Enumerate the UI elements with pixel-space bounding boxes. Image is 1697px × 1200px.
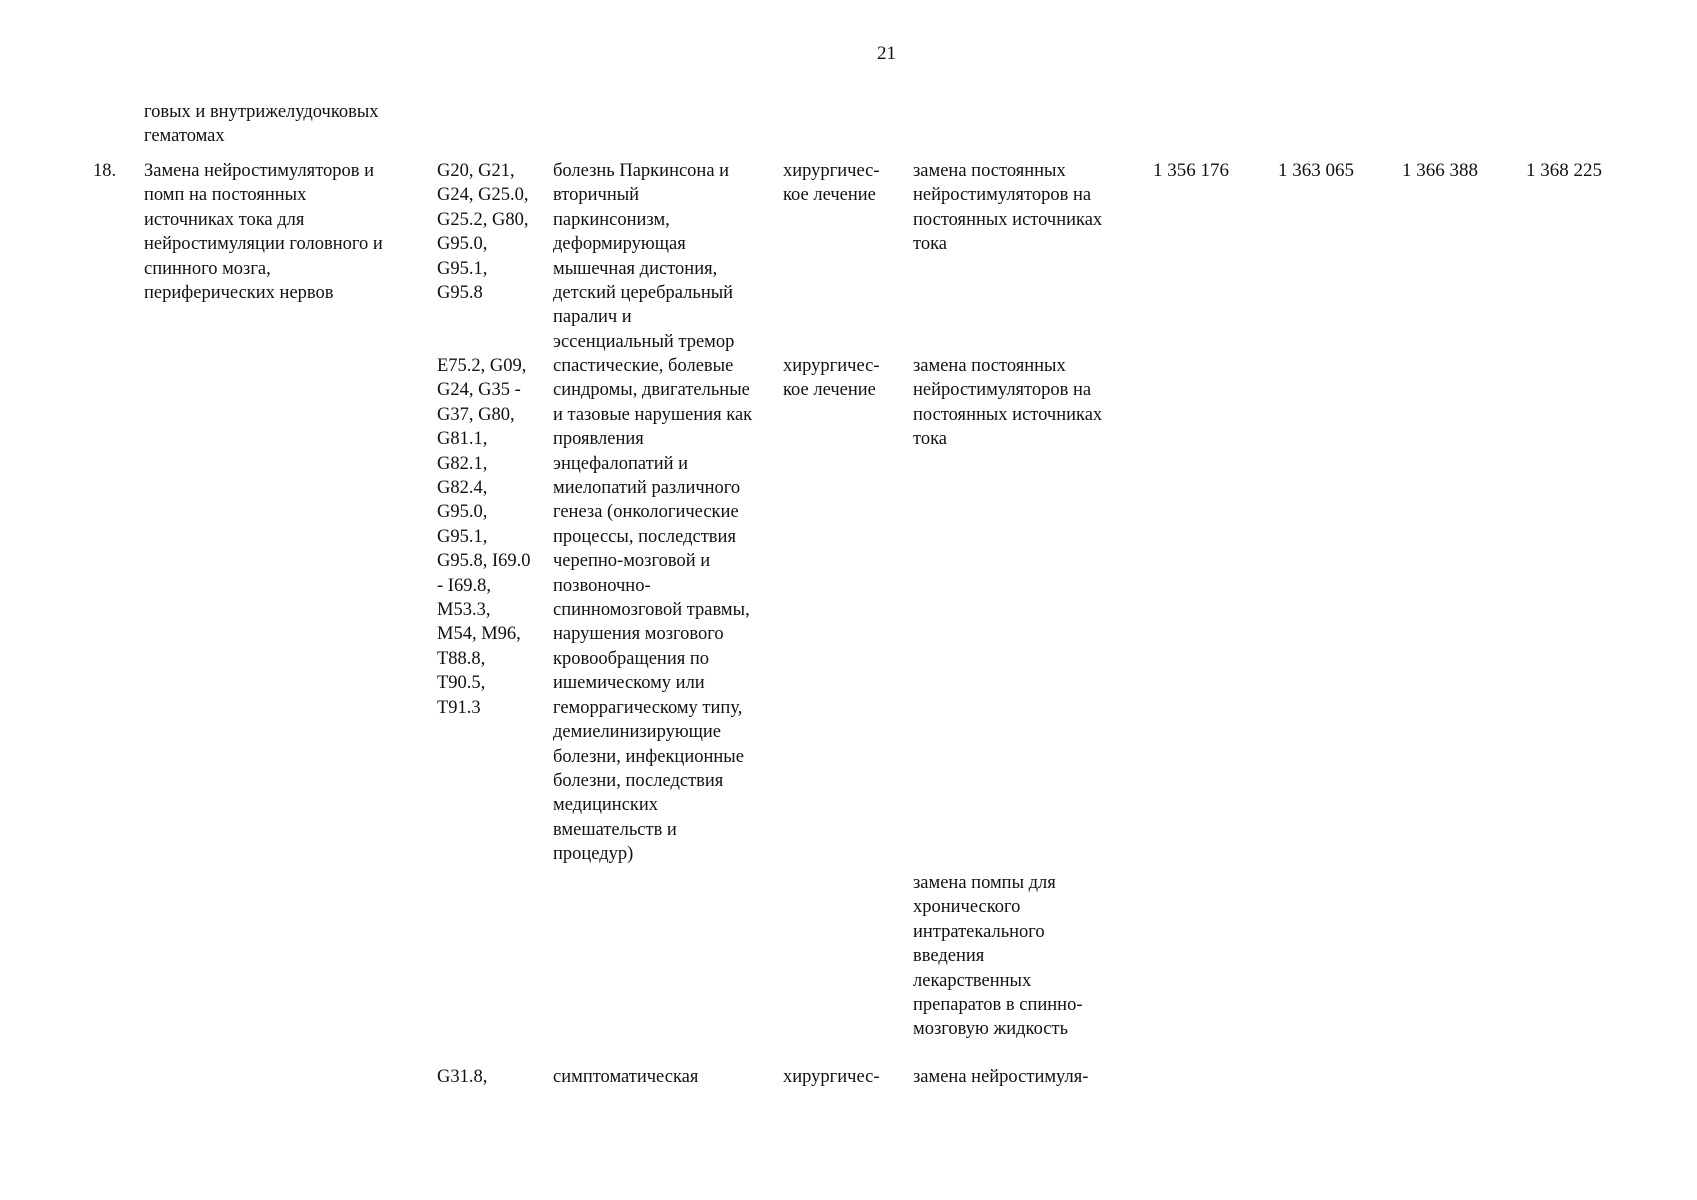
entry-3-method: замена нейростимуля- (913, 1067, 1089, 1087)
amount-1: 1 356 176 (1153, 160, 1229, 181)
amount-3: 1 366 388 (1402, 160, 1478, 181)
entry-3-treatment-type: хирургичес- (783, 1067, 880, 1087)
entry-1-method: замена постоянных нейростимуляторов на постоянных источниках тока (913, 161, 1103, 255)
entry-3-codes: G31.8, (437, 1067, 488, 1087)
entry-2-model: спастические, болевые синдромы, двигательные и тазовые нарушения как проявления энцефалопатий и миелопатий различного генеза (онкологические процессы, последствия черепно-мозговой и позвоночно- спинномозговой травмы, нарушения мозгового кровообращения по ишемическому или геморрагическому типу, демиелинизирующие болезни, инфекционные болезни, последствия медицинских вмешательств и процедур) (553, 356, 753, 865)
page-number: 21 (877, 43, 896, 64)
row-name: Замена нейростимуляторов и помп на постоянных источниках тока для нейростимуляции головного и спинного мозга, периферических нервов (144, 161, 383, 304)
entry-2-codes: E75.2, G09, G24, G35 - G37, G80, G81.1, G82.1, G82.4, G95.0, G95.1, G95.8, I69.0 - I69.8, M53.3, M54, M96, T88.8, T90.5, T91.3 (437, 356, 531, 718)
entry-3-model: симптоматическая (553, 1067, 699, 1087)
entry-1-model: болезнь Паркинсона и вторичный паркинсонизм, деформирующая мышечная дистония, детский церебральный паралич и эссенциальный тремор (553, 161, 735, 352)
entry-1-codes: G20, G21, G24, G25.0, G25.2, G80, G95.0, G95.1, G95.8 (437, 161, 529, 304)
entry-2-method-extra: замена помпы для хронического интратекального введения лекарственных препаратов в спинно- мозговую жидкость (913, 873, 1083, 1040)
entry-1-treatment-type: хирургичес- кое лечение (783, 161, 880, 206)
amount-4: 1 368 225 (1526, 160, 1602, 181)
amount-2: 1 363 065 (1278, 160, 1354, 181)
row-number: 18. (93, 161, 117, 181)
continuation-name: говых и внутрижелудочковых гематомах (144, 102, 379, 147)
entry-2-treatment-type: хирургичес- кое лечение (783, 356, 880, 401)
entry-2-method: замена постоянных нейростимуляторов на постоянных источниках тока (913, 356, 1103, 450)
